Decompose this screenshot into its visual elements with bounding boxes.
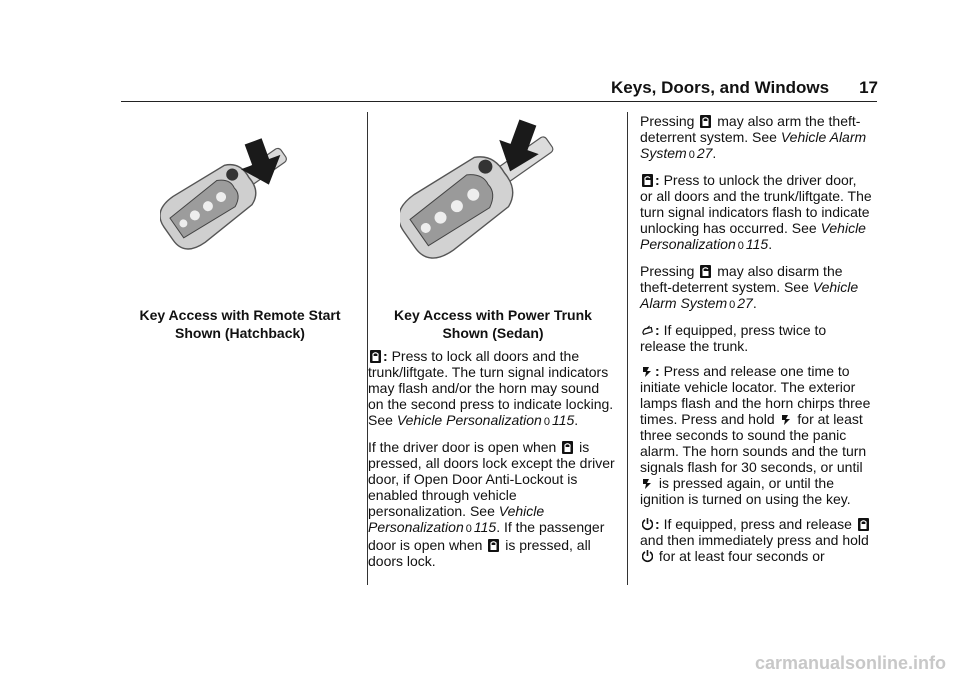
- ref-arrow-icon: 0: [688, 149, 695, 161]
- text: If equipped, press and release: [663, 516, 852, 532]
- text: Pressing: [640, 113, 695, 129]
- header-rule: [121, 101, 877, 102]
- text: Pressing: [640, 263, 695, 279]
- page-header: [0, 78, 878, 98]
- xref-vehicle-alarm-system[interactable]: Vehicle Alarm System: [640, 129, 867, 161]
- remote-start-icon: [642, 550, 653, 563]
- unlock-paragraph: [640, 172, 872, 254]
- text: and then immediately press and hold: [640, 532, 869, 548]
- text: Press to unlock the driver door, or all doors and the trunk/liftgate. The turn signal indicators flash to indicate unlocking has occurred. See: [640, 172, 872, 236]
- trunk-paragraph: [640, 322, 872, 354]
- text: is pressed, all doors lock except the driver door, if Open Door Anti-Lockout is enabled through vehicle personalization. See: [368, 439, 615, 519]
- colon: :: [655, 516, 660, 532]
- lock-icon: [700, 115, 711, 128]
- section-title: Keys, Doors, and Windows: [611, 78, 830, 97]
- left-caption-line2: Shown (Hatchback): [175, 325, 305, 341]
- colon: :: [655, 172, 660, 188]
- text: for at least three seconds to sound the panic alarm. The horn sounds and the turn signals flash for 30 seconds, or until: [640, 411, 867, 475]
- colon: :: [383, 348, 388, 364]
- right-column: [640, 113, 872, 573]
- text: is pressed, all doors lock.: [368, 537, 591, 569]
- period: .: [752, 295, 757, 311]
- lock-paragraph: [368, 348, 618, 430]
- xref-vehicle-personalization[interactable]: Vehicle Personalization: [640, 220, 866, 252]
- xref-vehicle-personalization[interactable]: Vehicle Personalization: [396, 412, 542, 428]
- period: .: [712, 145, 717, 161]
- panic-paragraph: [640, 363, 872, 507]
- xref-vehicle-personalization[interactable]: Vehicle Personalization: [368, 503, 545, 535]
- lock-text: Press to lock all doors and the trunk/liftgate. The turn signal indicators may flash and/or the horn may sound on the second press to indicate locking. See: [368, 348, 614, 428]
- key-fob-hatchback-illustration: [160, 138, 330, 286]
- text: If the driver door is open when: [368, 439, 557, 455]
- unlock-icon: [700, 265, 711, 278]
- key-fob-sedan-illustration: [400, 115, 590, 297]
- ref-arrow-icon: 0: [737, 240, 744, 252]
- colon: :: [655, 322, 660, 338]
- period: .: [768, 236, 773, 252]
- middle-text: [368, 348, 618, 578]
- text: is pressed again, or until the ignition is turned on using the key.: [640, 475, 851, 507]
- arm-paragraph: [640, 113, 872, 163]
- period: .: [574, 412, 579, 428]
- remote-start-icon: [642, 518, 653, 531]
- left-figure-caption: [122, 306, 358, 352]
- column-divider-2: [627, 112, 628, 585]
- page-ref[interactable]: 27: [737, 295, 753, 311]
- text: for at least four seconds or: [658, 548, 825, 564]
- text: . If the passenger door is open when: [368, 519, 605, 553]
- text: If equipped, press twice to release the trunk.: [640, 322, 827, 354]
- trunk-release-icon: [642, 324, 653, 337]
- lock-icon: [488, 539, 499, 552]
- page-ref[interactable]: 115: [551, 412, 575, 428]
- page-ref[interactable]: 115: [745, 236, 769, 252]
- unlock-icon: [642, 174, 653, 187]
- ref-arrow-icon: 0: [543, 416, 550, 428]
- remote-start-paragraph: [640, 516, 872, 564]
- ref-arrow-icon: 0: [729, 299, 736, 311]
- text: may also arm the theft-deterrent system. See: [640, 113, 861, 145]
- middle-column: [368, 306, 618, 352]
- left-caption-line1: Key Access with Remote Start: [139, 307, 341, 323]
- xref-vehicle-alarm-system[interactable]: Vehicle Alarm System: [640, 279, 859, 311]
- text: Press and release one time to initiate vehicle locator. The exterior lamps flash and the horn chirps three times. Press and hold: [640, 363, 871, 427]
- driver-door-paragraph: [368, 439, 618, 569]
- text: may also disarm the theft-deterrent system. See: [640, 263, 843, 295]
- panic-alarm-icon: [642, 365, 653, 378]
- lock-icon: [370, 350, 381, 363]
- mid-caption-line1: Key Access with Power Trunk: [394, 307, 592, 323]
- watermark: carmanualsonline.info: [754, 653, 946, 673]
- colon: :: [655, 363, 660, 379]
- ref-arrow-icon: 0: [465, 523, 472, 535]
- panic-alarm-icon: [781, 413, 792, 426]
- lock-icon: [858, 518, 869, 531]
- panic-alarm-icon: [642, 477, 653, 490]
- page-ref[interactable]: 27: [696, 145, 713, 161]
- disarm-paragraph: [640, 263, 872, 313]
- page-ref[interactable]: 115: [473, 519, 497, 535]
- mid-caption-line2: Shown (Sedan): [442, 325, 544, 341]
- page-number: 17: [859, 78, 878, 97]
- lock-icon: [562, 441, 573, 454]
